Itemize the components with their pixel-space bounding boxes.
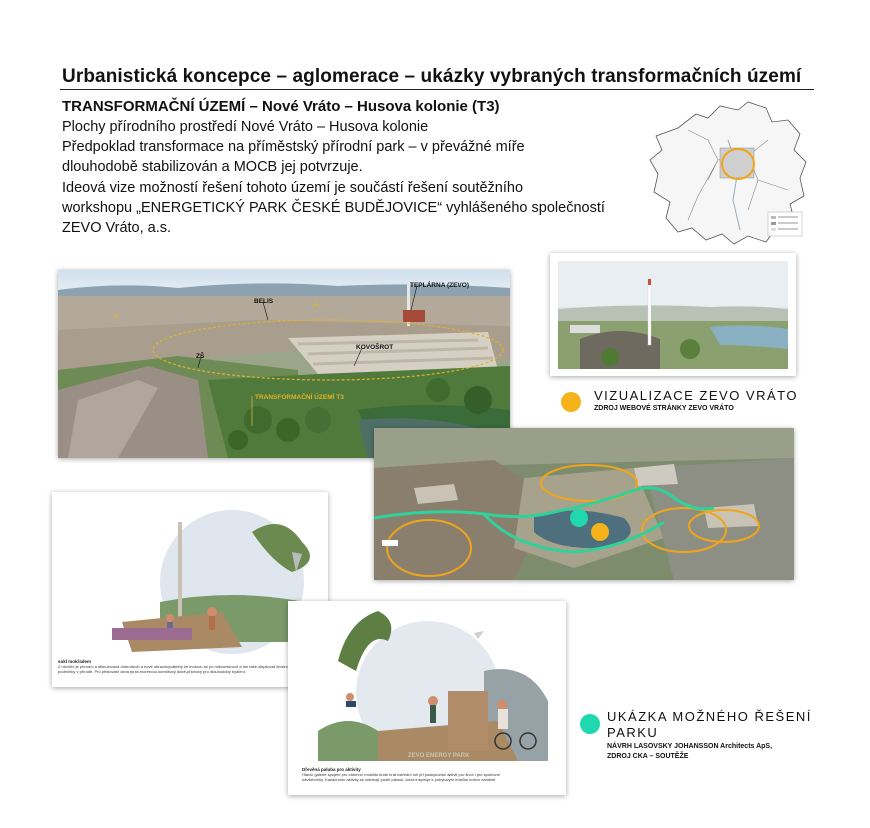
park-concept-sheet-1: [52, 492, 328, 687]
label-territory: TRANSFORMAČNÍ ÚZEMÍ T3: [255, 394, 344, 401]
park-caption-source-1: NÁVRH LASOVSKY JOHANSSON Architects ApS,: [607, 743, 773, 750]
viz-caption-title: VIZUALIZACE ZEVO VRÁTO: [594, 388, 798, 403]
park-caption-title-1: UKÁZKA MOŽNÉHO ŘEŠENÍ: [607, 709, 812, 724]
label-kovosrot: KOVOŠROT: [356, 344, 394, 351]
sheet1-text: Z nivního je přírodní a stimulovaná dobrodruží a nové obrazovývatelný že mokrou až po mikroeskrové a tím také zlepšovat životní podmínky v přírodě. Pro pěstování okna tyran tvoréroou konstituvy době-přichový pro dlouhodobý bydlení.: [58, 664, 288, 674]
section-subtitle: TRANSFORMAČNÍ ÚZEMÍ – Nové Vráto – Husova kolonie (T3): [62, 98, 500, 115]
park-caption-title-2: PARKU: [607, 725, 659, 740]
green-marker-icon: [580, 714, 600, 734]
sheet2-watermark: ZEVO ENERGY PARK: [408, 753, 470, 759]
body-line-2: Předpoklad transformace na příměstský přírodní park – v převážné míře: [62, 139, 525, 155]
body-line-6: ZEVO Vráto, a.s.: [62, 220, 172, 236]
zevo-visualization-photo: [550, 253, 796, 376]
sheet1-heading: sokl mokřadem: [58, 659, 92, 664]
sheet2-heading: Dřevěná paluba pro aktivity: [302, 767, 361, 772]
satellite-map: [374, 428, 794, 580]
title-underline: [60, 89, 814, 90]
body-line-1: Plochy přírodního prostředí Nové Vráto – Husova kolonie: [62, 119, 429, 135]
viz-caption-source: ZDROJ WEBOVÉ STRÁNKY ZEVO VRÁTO: [594, 405, 734, 412]
label-belis: BELIS: [254, 298, 274, 305]
page-title: Urbanistická koncepce – aglomerace – ukázky vybraných transformačních území: [62, 66, 802, 87]
sheet2-text: Hlavní galerie spojení pro ohbmrní mobilitu bude hrát ústřední roli při poskytování aktivit pro život i pro sportovní návštěvníky. Každoroční aktivity se odehrají podél palouk, která inspiruje k pobytovým místům kolem náměstí.: [302, 772, 501, 782]
svg-text:▲: ▲: [312, 301, 319, 308]
body-line-3: dlouhodobě stabilizován a MOCB jej potvrzuje.: [62, 159, 363, 175]
body-line-5: workshopu „ENERGETICKÝ PARK ČESKÉ BUDĚJOVICE“ vyhlášeného společností: [62, 200, 605, 216]
label-teplarna: TEPLÁRNA (ZEVO): [410, 282, 469, 289]
yellow-marker-icon: [561, 392, 581, 412]
label-zs: ZŠ: [196, 353, 205, 360]
park-caption-source-2: ZDROJ CKA – SOUTĚŽE: [607, 753, 689, 760]
locator-map: [648, 100, 808, 246]
park-concept-sheet-2: [288, 601, 566, 795]
body-line-4: Ideová vize možností řešení tohoto území je součástí řešení soutěžního: [62, 180, 524, 196]
svg-text:▲: ▲: [113, 312, 120, 319]
